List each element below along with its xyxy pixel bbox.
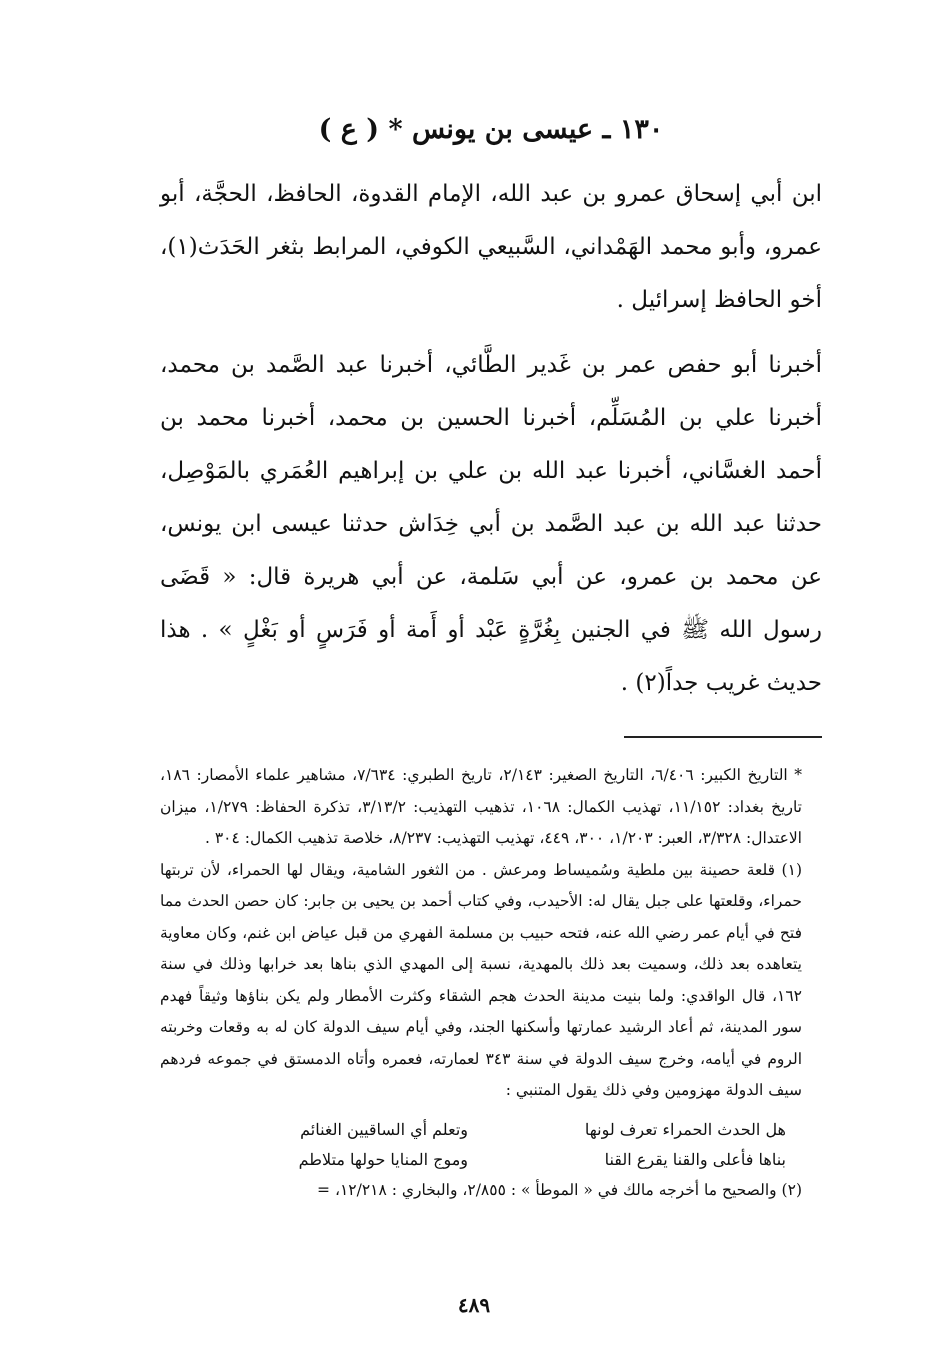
footnote-sources: * التاريخ الكبير: ٦/٤٠٦، التاريخ الصغير: ٢/١٤٣، تاريخ الطبري: ٧/٦٣٤، مشاهير علماء الأمصار: ١٨٦، تاريخ بغداد: ١١/١٥٢، تهذيب الكمال: ١٠٦٨، تذهيب التهذيب: ٣/١٣/٢، تذكرة الحفاظ: ١/٢٧٩، ميزان الاعتدال: ٣/٣٢٨، العبر: ١/٢٠٣، ٣٠٠، ٤٤٩، تهذيب التهذيب: ٨/٢٣٧، خلاصة تذهيب الكمال: ٣٠٤ . [160,766,803,847]
entry-title: ١٣٠ ـ عيسى بن يونس * ( ع ) [318,114,664,145]
poem-verses [190,1115,786,1175]
footnote-separator [624,736,822,738]
poem-verse-2-second-half: وموج المنايا حولها متلاطم [298,1149,468,1169]
footnote-separator-wrap [160,722,822,760]
biography-paragraph: ابن أبي إسحاق عمرو بن عبد الله، الإمام القدوة، الحافظ، الحجَّة، أبو عمرو، وأبو محمد الهَمْداني، السَّبيعي الكوفي، المرابط بثغر الحَدَث(١)، أخو الحافظ إسرائيل . [160,181,822,313]
page-content [160,110,822,1206]
footnote-1: (١) قلعة حصينة بين ملطية وسُميساط ومرعش . من الثغور الشامية، ويقال لها الحمراء، لأن تربتها حمراء، وقلعتها على جبل يقال له: الأحيدب، وفي كتاب أحمد بن يحيى بن جابر: كان حصن الحدث مما فتح في أيام عمر رضي الله عنه، فتحه حبيب بن مسلمة الفهري من قبل عياض ابن غنم، وكان معاوية يتعاهده بعد ذلك، وسميت بعد ذلك بالمهدية، نسبة إلى المهدي الذي بناها بعد خرابها وذلك في سنة ١٦٢، قال الواقدي: ولما بنيت مدينة الحدث هجم الشقاء وكثرت الأمطار ولم يكن بناؤها وثيقاً فهدم سور المدينة، ثم أعاد الرشيد عمارتها وأسكنها الجند، وفي أيام سيف الدولة كان له به وقعات وخربته الروم في أيامه، وخرج سيف الدولة في سنة ٣٤٣ لعمارته، فعمره وأتاه الدمستق في جموعه فردهم سيف الدولة مهزومين وفي ذلك يقول المتنبي : [160,860,802,1099]
footnotes [160,760,822,1206]
page-number: ٤٨٩ [457,1293,491,1317]
poem-verse-1-second-half: وتعلم أي الساقيين الغنائم [300,1119,468,1139]
footnote-2: (٢) والصحيح ما أخرجه مالك في « الموطأ » : ٢/٨٥٥، والبخاري : ١٢/٢١٨، = [317,1180,802,1199]
poem-verse-1-first-half: هل الحدث الحمراء تعرف لونها [584,1119,786,1139]
poem-verse-2-first-half: بناها فأعلى والقنا يقرع القنا [604,1149,786,1169]
hadith-paragraph: أخبرنا أبو حفص عمر بن غَدير الطَّائي، أخبرنا عبد الصَّمد بن محمد، أخبرنا علي بن المُسَلِّم، أخبرنا الحسين بن محمد، أخبرنا محمد بن أحمد الغسَّاني، أخبرنا عبد الله بن علي بن إبراهيم العُمَري بالمَوْصِل، حدثنا عبد الله بن عبد الصَّمد بن أبي خِدَاش حدثنا عيسى ابن يونس، عن محمد بن عمرو، عن أبي سَلمة، عن أبي هريرة قال: « قَضَى رسول الله ﷺ في الجنين بِغُرَّةٍ عَبْد أو أَمة أو فَرَسٍ أو بَغْلٍ » . هذا حديث غريب جداً(٢) . [160,352,822,696]
